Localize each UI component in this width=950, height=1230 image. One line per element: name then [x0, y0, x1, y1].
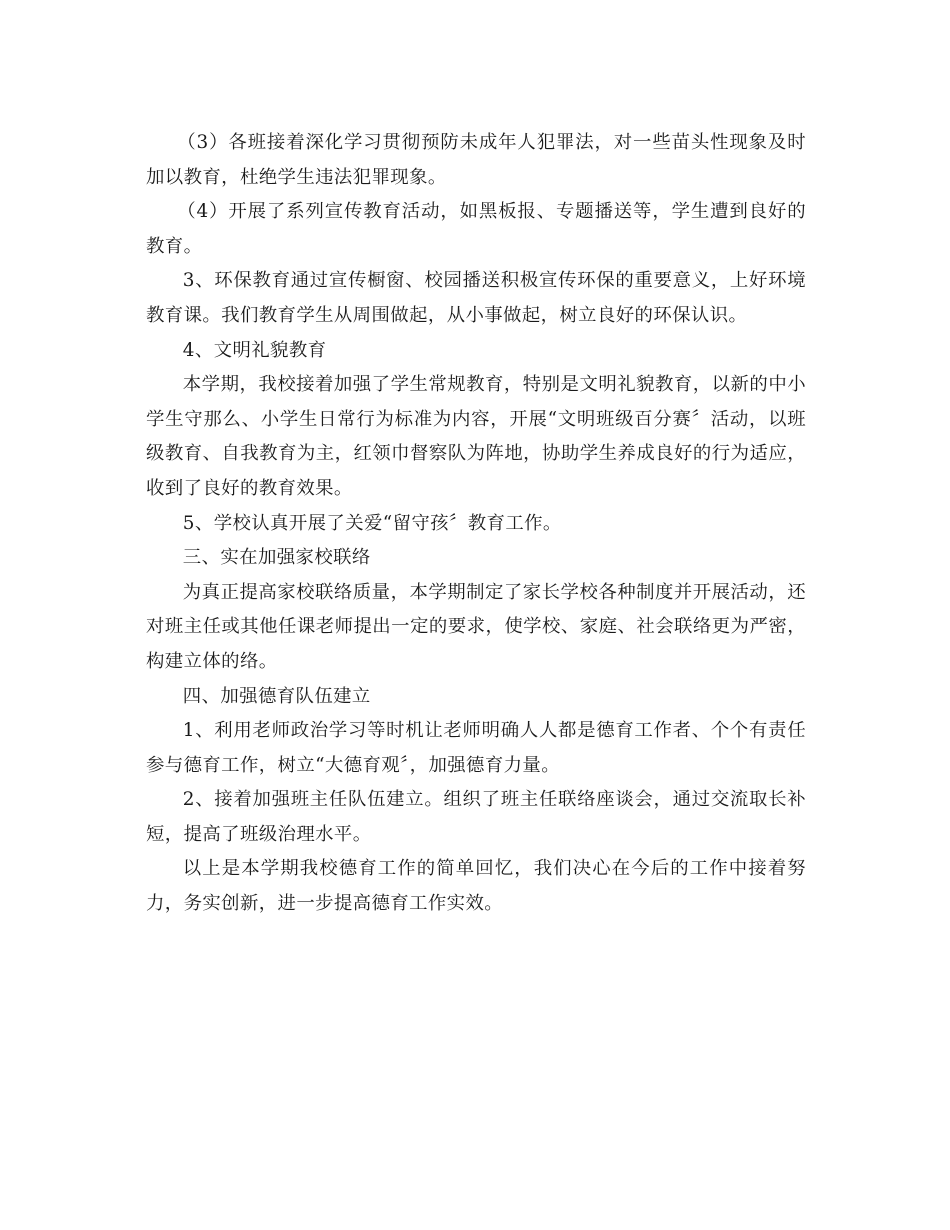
heading-home-school-contact: 三、实在加强家校联络 [182, 547, 371, 569]
paragraph-home-school-contact: 为真正提高家校联络质量，本学期制定了家长学校各种制度并开展活动，还对班主任或其他任课老师提出一定的要求，使学校、家庭、社会联络更为严密，构建立体的络。 [146, 581, 806, 672]
paragraph-civility-education: 本学期，我校接着加强了学生常规教育，特别是文明礼貌教育，以新的中小学生守那么、小学生日常行为标准为内容，开展“文明班级百分赛〞活动，以班级教育、自我教育为主，红领巾督察队为阵地，协助学生养成良好的行为适应，收到了良好的教育效果。 [146, 374, 806, 499]
paragraph-measure-3: （3）各班接着深化学习贯彻预防未成年人犯罪法，对一些苗头性现象及时加以教育，杜绝学生违法犯罪现象。 [146, 132, 806, 188]
paragraph-left-behind-children: 5、学校认真开展了关爱“留守孩〞教育工作。 [182, 512, 562, 534]
document-body [146, 126, 806, 922]
paragraph-conclusion: 以上是本学期我校德育工作的简单回忆，我们决心在今后的工作中接着努力，务实创新，进一步提高德育工作实效。 [146, 858, 806, 915]
paragraph-environmental-education: 3、环保教育通过宣传橱窗、校园播送积极宣传环保的重要意义，上好环境教育课。我们教育学生从周围做起，从小事做起，树立良好的环保认识。 [146, 270, 806, 326]
heading-moral-education-team: 四、加强德育队伍建立 [182, 685, 371, 707]
paragraph-head-teacher-team: 2、接着加强班主任队伍建立。组织了班主任联络座谈会，通过交流取长补短，提高了班级治理水平。 [146, 789, 806, 845]
heading-civility-education: 4、文明礼貌教育 [182, 339, 327, 361]
paragraph-measure-4: （4）开展了系列宣传教育活动，如黑板报、专题播送等，学生遭到良好的教育。 [146, 201, 806, 257]
paragraph-teacher-study: 1、利用老师政治学习等时机让老师明确人人都是德育工作者、个个有责任参与德育工作，树立“大德育观〞，加强德育力量。 [146, 720, 806, 776]
